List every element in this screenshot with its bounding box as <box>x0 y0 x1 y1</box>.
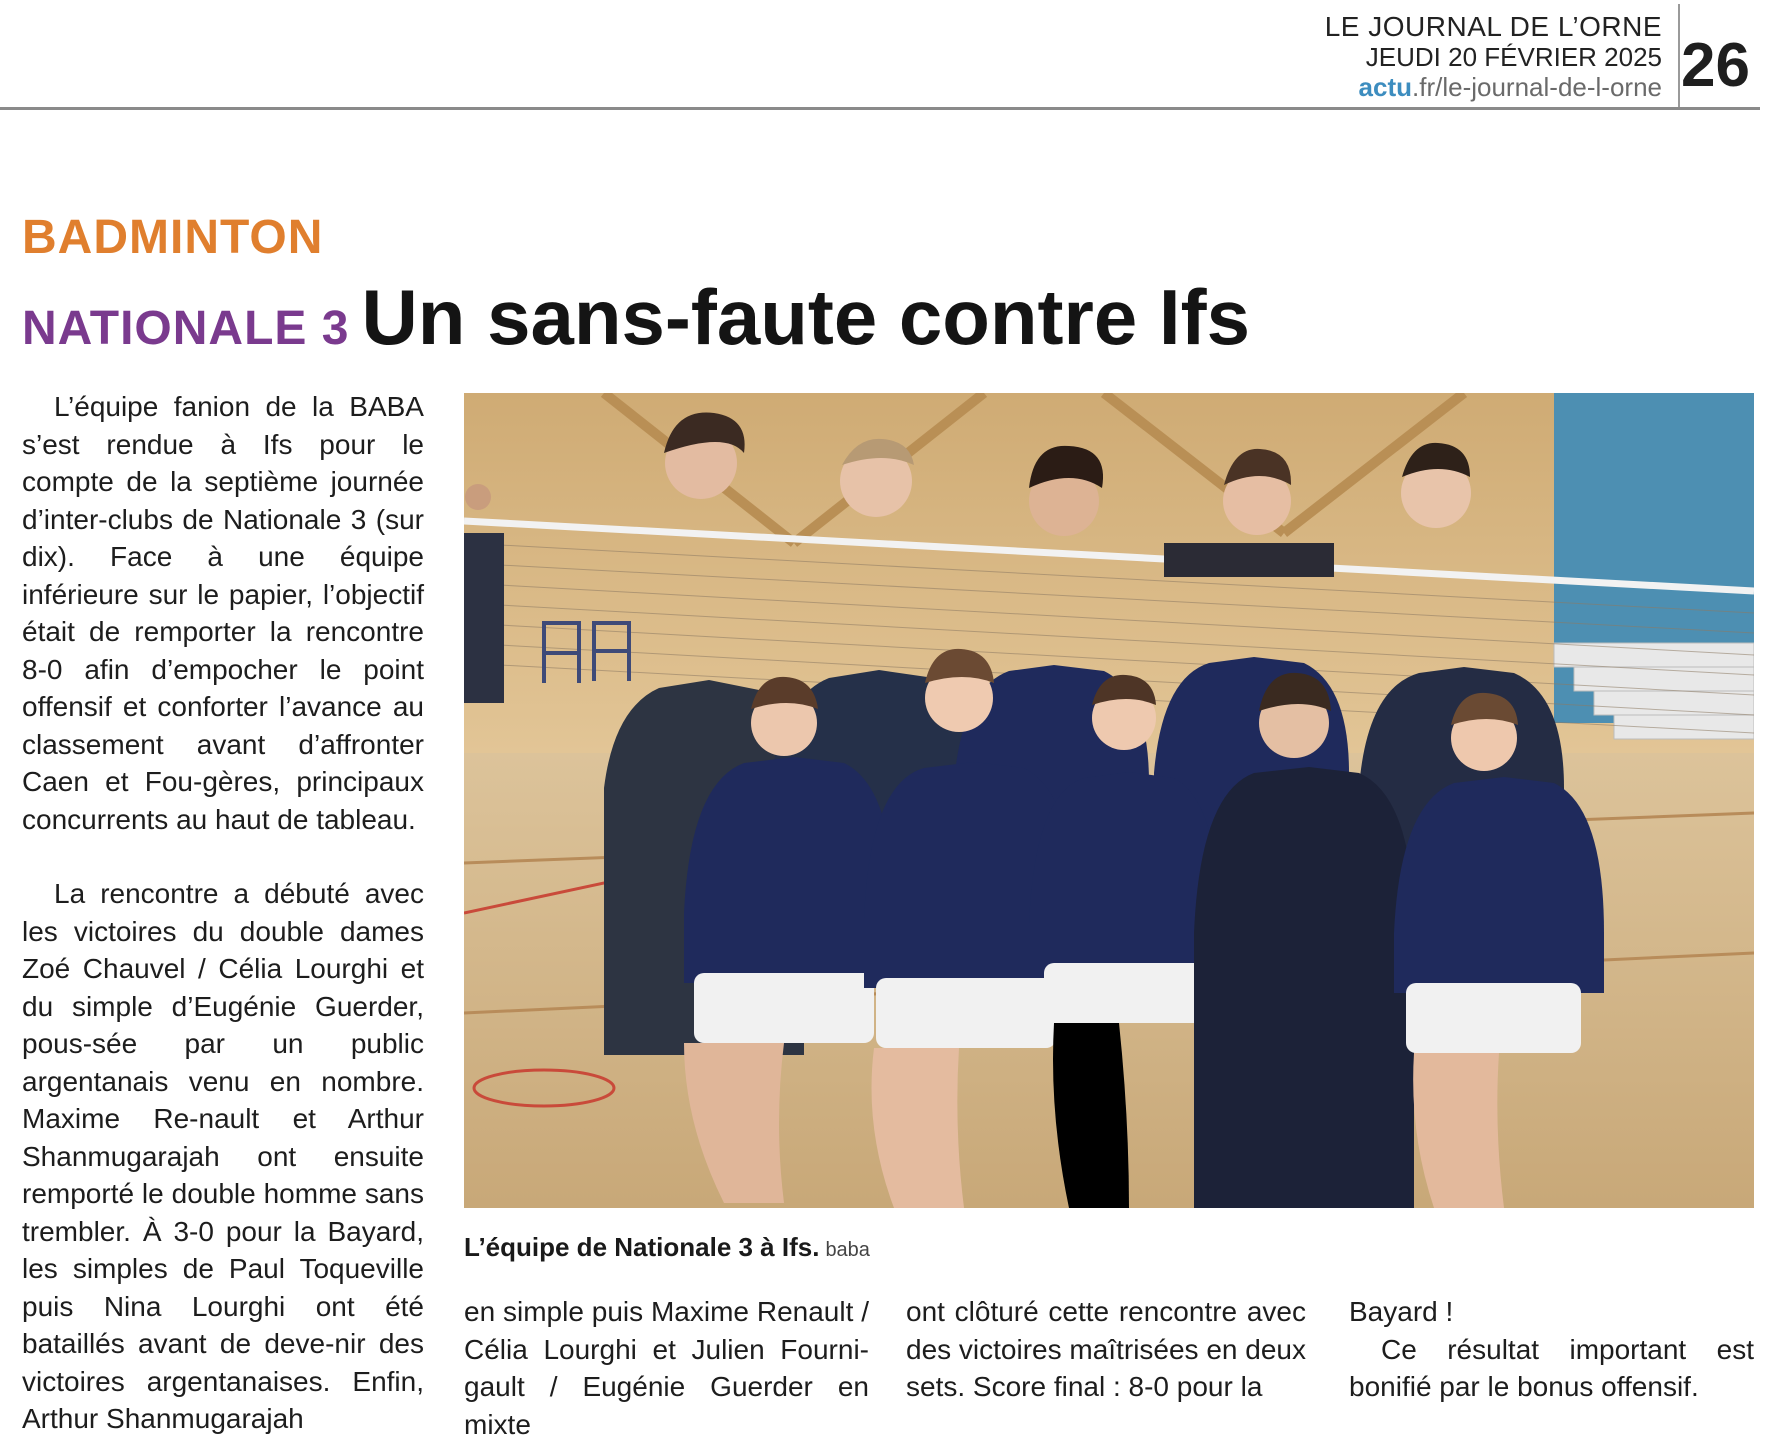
article-title: Un sans-faute contre Ifs <box>361 273 1250 361</box>
paragraph-matches: La rencontre a débuté avec les victoires du double dames Zoé Chauvel / Célia Lourghi et du simple d’Eugénie Guerder, pous-sée par un public argentanais venu en nombre. Maxime Re-nault et Arthur Shanmugarajah ont ensuite remporté le double homme sans trembler. À 3-0 pour la Bayard, les simples de Paul Toqueville puis Nina Lourghi ont été bataillés avant de deve-nir des victoires argentanaises. Enfin, Arthur Shanmugarajah <box>22 878 424 1434</box>
masthead <box>0 0 1760 110</box>
caption-text: L’équipe de Nationale 3 à Ifs. <box>464 1232 820 1262</box>
website-path: .fr/le-journal-de-l-orne <box>1412 72 1662 102</box>
text-column-4 <box>1349 1293 1754 1406</box>
sponsor-banner <box>1164 543 1334 577</box>
paragraph-column-4a: Bayard ! <box>1349 1296 1454 1327</box>
masthead-divider <box>1678 4 1680 107</box>
newspaper-name: LE JOURNAL DE L’ORNE <box>1324 11 1662 42</box>
website-accent: actu <box>1358 72 1413 102</box>
page-number: 26 <box>1681 31 1750 100</box>
masthead-info <box>1325 12 1662 102</box>
photo-caption <box>464 1232 870 1263</box>
team-photo <box>464 393 1754 1208</box>
headline <box>22 272 1250 363</box>
text-column-1 <box>22 388 424 1438</box>
paragraph-conclusion: Ce résultat important est bonifié par le bonus offensif. <box>1349 1333 1754 1402</box>
paragraph-column-2: en simple puis Maxime Renault / Célia Lourghi et Julien Fourni-gault / Eugénie Guerder en mixte <box>464 1296 869 1440</box>
masthead-rule <box>0 107 1760 110</box>
text-column-3 <box>906 1293 1306 1406</box>
website-link[interactable] <box>1325 72 1662 102</box>
issue-date: JEUDI 20 FÉVRIER 2025 <box>1365 42 1662 72</box>
text-column-2 <box>464 1293 869 1443</box>
section-kicker: BADMINTON <box>22 211 324 264</box>
rubric-label: NATIONALE 3 <box>22 302 350 355</box>
photo-credit: baba <box>825 1239 870 1261</box>
paragraph-intro: L’équipe fanion de la BABA s’est rendue à Ifs pour le compte de la septième journée d’inter-clubs de Nationale 3 (sur dix). Face à une équipe inférieure sur le papier, l’objectif était de remporter la rencontre 8-0 afin d’empocher le point offensif et conforter l’avance au classement avant d’affronter Caen et Fou-gères, principaux concurrents au haut de tableau. <box>22 391 424 835</box>
paragraph-column-3: ont clôturé cette rencontre avec des victoires maîtrisées en deux sets. Score final : 8-0 pour la <box>906 1296 1306 1402</box>
